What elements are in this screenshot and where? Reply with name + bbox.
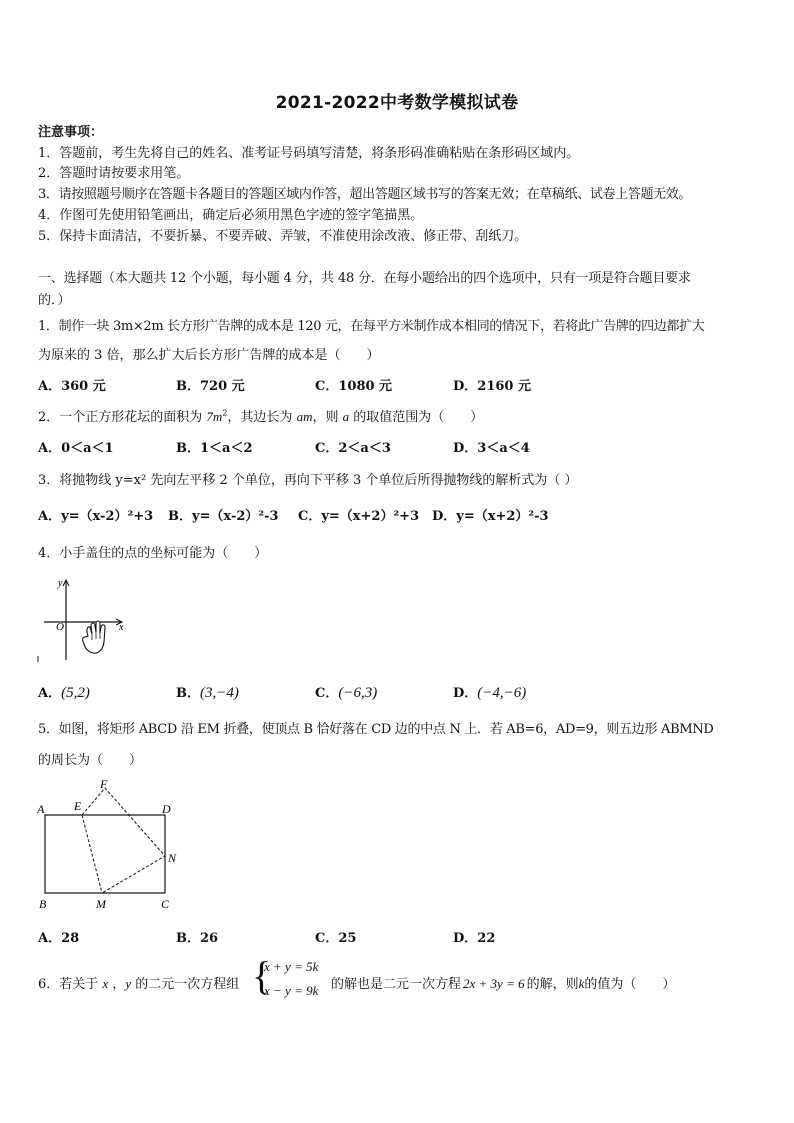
q5-stem-line1: 5．如图，将矩形 ABCD 沿 EM 折叠，使顶点 B 恰好落在 CD 边的中点 N 上．若 AB=6，AD=9，则五边形 ABMND <box>38 722 714 737</box>
q4-option-d: D．(−4,−6) <box>453 685 527 701</box>
q5-option-c: C．25 <box>315 931 357 946</box>
q4-origin-label: O <box>56 621 64 633</box>
q5-label-c: C <box>161 897 170 911</box>
q4-figure-axes <box>36 572 136 666</box>
q5-label-d: D <box>162 802 171 816</box>
q3-stem: 3．将抛物线 y=x² 先向左平移 2 个单位，再向下平移 3 个单位后所得抛物线的解析式为（ ） <box>38 473 578 488</box>
q1-option-a: A．360 元 <box>38 379 106 394</box>
notice-item-4: 4．作图可先使用铅笔画出，确定后必须用黑色字迹的签字笔描黑。 <box>38 208 424 223</box>
q3-option-a: A．y=（x-2）²+3 <box>38 509 154 524</box>
q4-option-c: C．(−6,3) <box>315 685 378 701</box>
q3-option-d: D．y=（x+2）²-3 <box>432 509 549 524</box>
q5-stem-line2: 的周长为（ ） <box>38 753 143 768</box>
notice-item-2: 2．答题时请按要求用笔。 <box>38 166 190 181</box>
q4-option-a: A．(5,2) <box>38 685 90 701</box>
exam-title: 2021-2022中考数学模拟试卷 <box>275 93 519 113</box>
q2-option-a: A．0＜a＜1 <box>38 441 114 456</box>
notice-item-1: 1．答题前，考生先将自己的姓名、准考证号码填写清楚，将条形码准确粘贴在条形码区域内。 <box>38 146 580 161</box>
q4-stem: 4．小手盖住的点的坐标可能为（ ） <box>38 546 268 561</box>
notice-item-5: 5．保持卡面清洁，不要折暴、不要弄破、弄皱，不准使用涂改液、修正带、刮纸刀。 <box>38 229 528 244</box>
q5-label-n: N <box>168 851 177 865</box>
q6-equation-2: x − y = 9k <box>264 983 319 998</box>
q5-option-d: D．22 <box>453 931 496 946</box>
q2-option-d: D．3＜a＜4 <box>453 441 530 456</box>
q2-option-c: C．2＜a＜3 <box>315 441 391 456</box>
section-heading-line1: 一、选择题（本大题共 12 个小题，每小题 4 分，共 48 分．在每小题给出的四个选项中，只有一项是符合题目要求 <box>38 271 691 286</box>
q5-label-f: F <box>100 777 108 791</box>
q4-axis-label-x: x <box>119 622 124 633</box>
section-heading-line2: 的．） <box>38 293 71 308</box>
notice-item-3: 3．请按照题号顺序在答题卡各题目的答题区域内作答，超出答题区域书写的答案无效；在草稿纸、试卷上答题无效。 <box>38 187 692 202</box>
q4-option-b: B．(3,−4) <box>176 685 239 701</box>
q5-label-m: M <box>96 897 106 911</box>
q5-label-a: A <box>37 802 45 816</box>
notice-heading: 注意事项： <box>38 125 104 140</box>
q5-option-a: A．28 <box>38 931 80 946</box>
q1-option-c: C．1080 元 <box>315 379 393 394</box>
q3-option-c: C．y=（x+2）²+3 <box>298 509 420 524</box>
q5-label-b: B <box>39 897 47 911</box>
q2-stem: 2．一个正方形花坛的面积为 $7m^2$，其边长为 am，则 a 的取值范围为（ ） <box>38 408 484 425</box>
q1-stem-line2: 为原来的 3 倍，那么扩大后长方形广告牌的成本是（ ） <box>38 348 380 363</box>
hand-icon <box>83 621 105 653</box>
q1-stem-line1: 1．制作一块 3m×2m 长方形广告牌的成本是 120 元，在每平方米制作成本相同的情况下，若将此广告牌的四边都扩大 <box>38 319 705 334</box>
q4-axis-label-y: y <box>58 578 63 589</box>
q5-figure-rectangle <box>34 776 184 914</box>
q2-option-b: B．1＜a＜2 <box>176 441 253 456</box>
q5-label-e: E <box>74 799 82 813</box>
q6-stem-part1: 6．若关于 x ，y 的二元一次方程组 <box>38 976 240 992</box>
q6-equation-1: x + y = 5k <box>264 959 319 974</box>
q6-system-brace: { <box>252 953 272 998</box>
q1-option-b: B．720 元 <box>176 379 245 394</box>
q3-option-b: B．y=（x-2）²-3 <box>168 509 279 524</box>
q5-option-b: B．26 <box>176 931 219 946</box>
q6-stem-part2: 的解也是二元一次方程 2x + 3y = 6 的解，则k的值为（ ） <box>331 976 676 992</box>
q1-option-d: D．2160 元 <box>453 379 531 394</box>
